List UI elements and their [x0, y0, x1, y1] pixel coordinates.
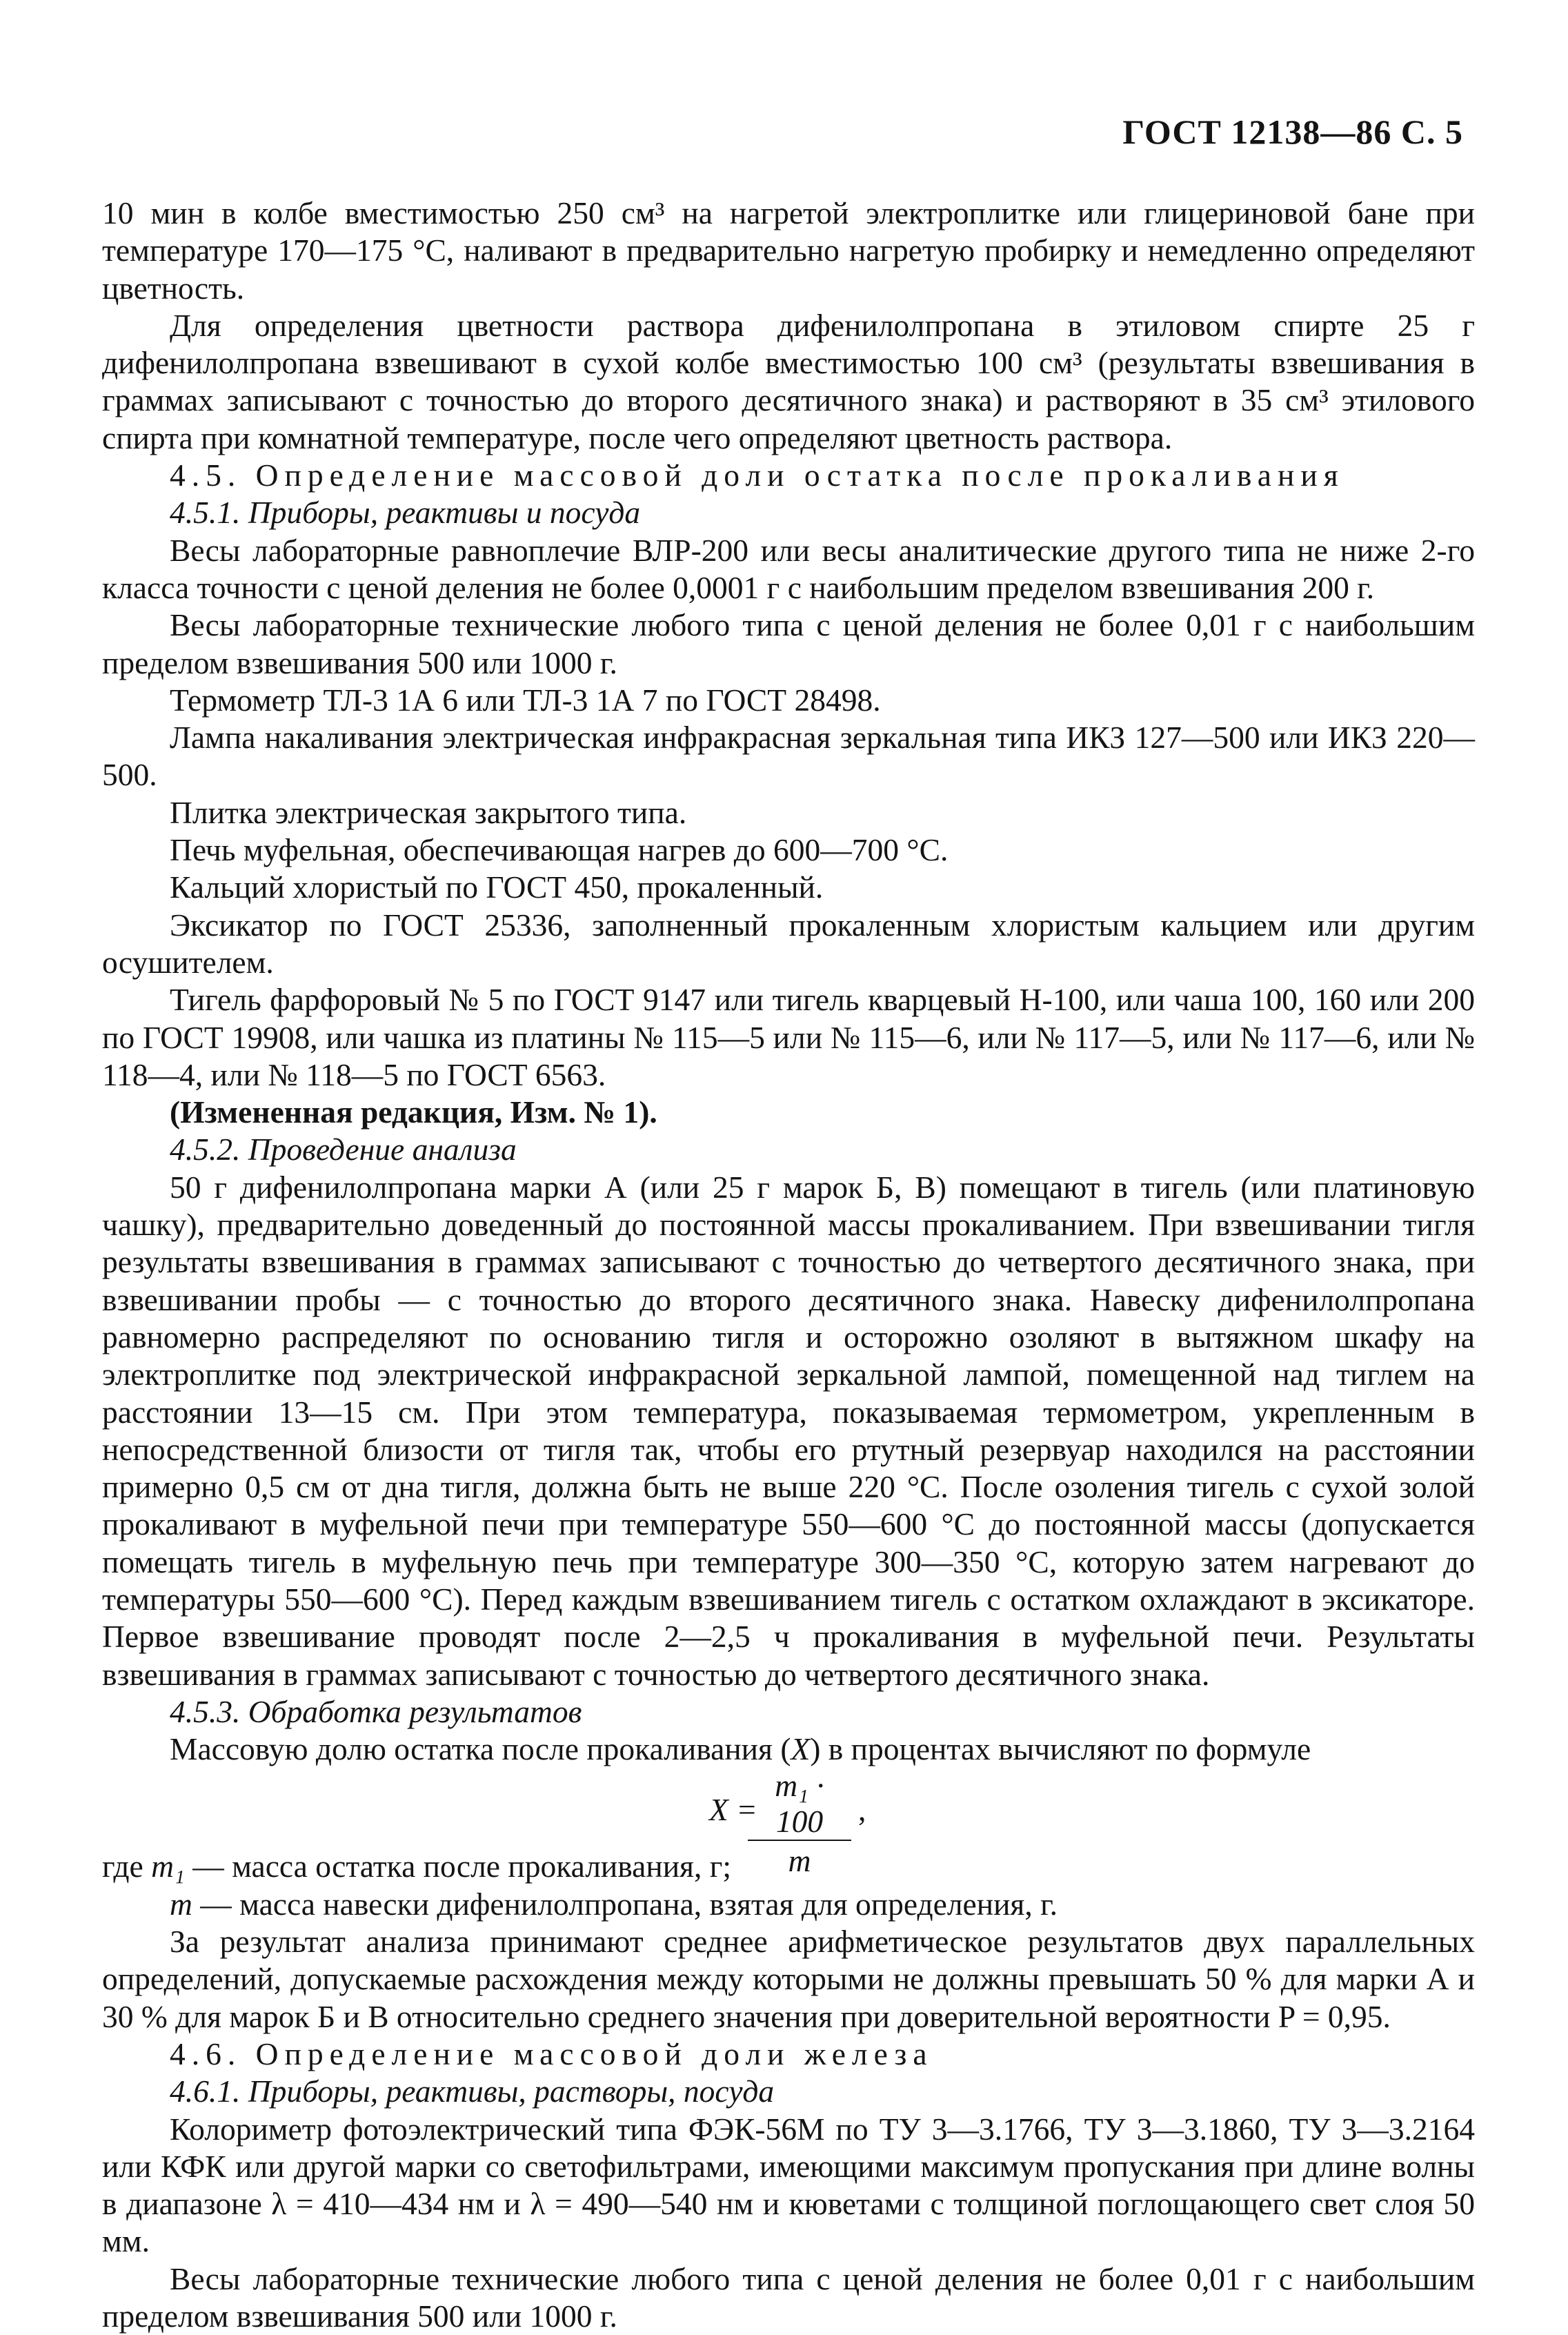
subsection-title: 4.5.1. Приборы, реактивы и посуда	[170, 495, 641, 531]
subsection-title: 4.5.2. Проведение анализа	[170, 1132, 517, 1168]
list-item-furnace: Печь муфельная, обеспечивающая нагрев до 600—700 °С.	[170, 832, 949, 868]
list-item-calcium-chloride: Кальций хлористый по ГОСТ 450, прокаленный.	[170, 869, 824, 905]
variable-m1: m₁	[151, 1849, 185, 1884]
formula-numerator: m₁ · 100	[775, 1768, 824, 1840]
document-body	[102, 195, 1475, 2335]
amendment-note: (Измененная редакция, Изм. № 1).	[170, 1094, 657, 1130]
list-item-crucible: Тигель фарфоровый № 5 по ГОСТ 9147 или тигель кварцевый Н-100, или чаша 100, 160 или 200 по ГОСТ 19908, или чашка из платины № 115—5 или № 115—6, или № 117—5, или № 117—6, или № 118—4, или № 118—5 по ГОСТ 6563.	[102, 982, 1475, 1092]
subsection-title: 4.5.3. Обработка результатов	[170, 1693, 582, 1729]
variable-x: X	[791, 1731, 811, 1767]
section-heading-4-6: 4.6. Определение массовой доли железа	[170, 2036, 933, 2071]
section-heading-4-5: 4.5. Определение массовой доли остатка после прокаливания	[170, 457, 1344, 493]
formula-lhs: X =	[709, 1792, 757, 1828]
paragraph-color-solution: Для определения цветности раствора дифенилолпропана в этиловом спирте 25 г дифенилолпропана взвешивают в сухой колбе вместимостью 100 см³ (результаты взвешивания в граммах записывают с точностью до второго десятичного знака) и растворяют в 35 см³ этилового спирта при комнатной температуре, после чего определяют цветность раствора.	[102, 307, 1475, 455]
paragraph-procedure: 50 г дифенилолпропана марки А (или 25 г марок Б, В) помещают в тигель (или платиновую чашку), предварительно доведенный до постоянной массы прокаливанием. При взвешивании тигля результаты взвешивания в граммах записывают с точностью до четвертого десятичного знака, при взвешивании пробы — с точностью до второго десятичного знака. Навеску дифенилолпропана равномерно распределяют по основанию тигля и осторожно озоляют в вытяжном шкафу на электроплитке под электрической инфракрасной зеркальной лампой, помещенной над тиглем на расстоянии 13—15 см. При этом температура, показываемая термометром, укрепленным в непосредственной близости от тигля так, чтобы его ртутный резервуар находился на расстоянии примерно 0,5 см от дна тигля, должна быть не выше 220 °С. После озоления тигель с сухой золой прокаливают в муфельной печи при температуре 550—600 °С до постоянной массы (допускается помещать тигель в муфельную печь при температуре 300—350 °С, которую затем нагревают до температуры 550—600 °С). Перед каждым взвешиванием тигель с остатком охлаждают в эксикаторе. Первое взвешивание проводят после 2—2,5 ч прокаливания в муфельной печи. Результаты взвешивания в граммах записывают с точностью до четвертого десятичного знака.	[102, 1169, 1475, 1692]
subsection-heading-4-5-2	[102, 1131, 1475, 1168]
text-run: где	[102, 1849, 152, 1884]
text-run: — масса остатка после прокаливания, г;	[184, 1849, 732, 1884]
list-item-lamp: Лампа накаливания электрическая инфракрасная зеркальная типа ИКЗ 127—500 или ИКЗ 220—500.	[102, 720, 1475, 793]
list-item-desiccator: Эксикатор по ГОСТ 25336, заполненный прокаленным хлористым кальцием или другим осушителем.	[102, 907, 1475, 980]
text-run: — масса навески дифенилолпропана, взятая для определения, г.	[192, 1886, 1058, 1922]
formula-legend-m	[102, 1886, 1475, 1923]
subsection-title: 4.6.1. Приборы, реактивы, растворы, посуда	[170, 2073, 775, 2109]
paragraph-formula-intro	[102, 1731, 1475, 1768]
formula-denominator: m	[748, 1840, 851, 1881]
subsection-heading-4-6-1	[102, 2073, 1475, 2110]
text-run: Массовую долю остатка после прокаливания (	[170, 1731, 791, 1767]
variable-m: m	[170, 1886, 192, 1922]
paragraph-continued: 10 мин в колбе вместимостью 250 см³ на нагретой электроплитке или глицериновой бане при температуре 170—175 °С, наливают в предварительно нагретую пробирку и немедленно определяют цветность.	[102, 195, 1475, 306]
list-item-thermometer: Термометр ТЛ-3 1А 6 или ТЛ-3 1А 7 по ГОСТ 28498.	[170, 682, 881, 718]
list-item-balance-technical: Весы лабораторные технические любого типа с ценой деления не более 0,01 г с наибольшим пределом взвешивания 500 или 1000 г.	[102, 607, 1475, 680]
formula-fraction	[748, 1768, 851, 1881]
text-run: ) в процентах вычисляют по формуле	[810, 1731, 1311, 1767]
running-head: ГОСТ 12138—86 С. 5	[1122, 112, 1463, 151]
list-item-hotplate: Плитка электрическая закрытого типа.	[170, 794, 687, 830]
list-item-colorimeter: Колориметр фотоэлектрический типа ФЭК-56М по ТУ 3—3.1766, ТУ 3—3.1860, ТУ 3—3.2164 или КФК или другой марки со светофильтрами, имеющими максимум пропускания при длине волны в диапазоне λ = 410—434 нм и λ = 490—540 нм и кюветами с толщиной поглощающего свет слоя 50 мм.	[102, 2111, 1475, 2259]
subsection-heading-4-5-1	[102, 494, 1475, 531]
list-item-balance-technical-2: Весы лабораторные технические любого типа с ценой деления не более 0,01 г с наибольшим пределом взвешивания 500 или 1000 г.	[102, 2260, 1475, 2334]
paragraph-result: За результат анализа принимают среднее арифметическое результатов двух параллельных определений, допускаемые расхождения между которыми не должны превышать 50 % для марки А и 30 % для марок Б и В относительно среднего значения при доверительной вероятности P = 0,95.	[102, 1924, 1475, 2034]
list-item-balance-analytical: Весы лабораторные равноплечие ВЛР-200 или весы аналитические другого типа не ниже 2-го класса точности с ценой деления не более 0,0001 г с наибольшим пределом взвешивания 200 г.	[102, 532, 1475, 605]
subsection-heading-4-5-3	[102, 1693, 1475, 1731]
formula-comma: ,	[858, 1792, 866, 1828]
